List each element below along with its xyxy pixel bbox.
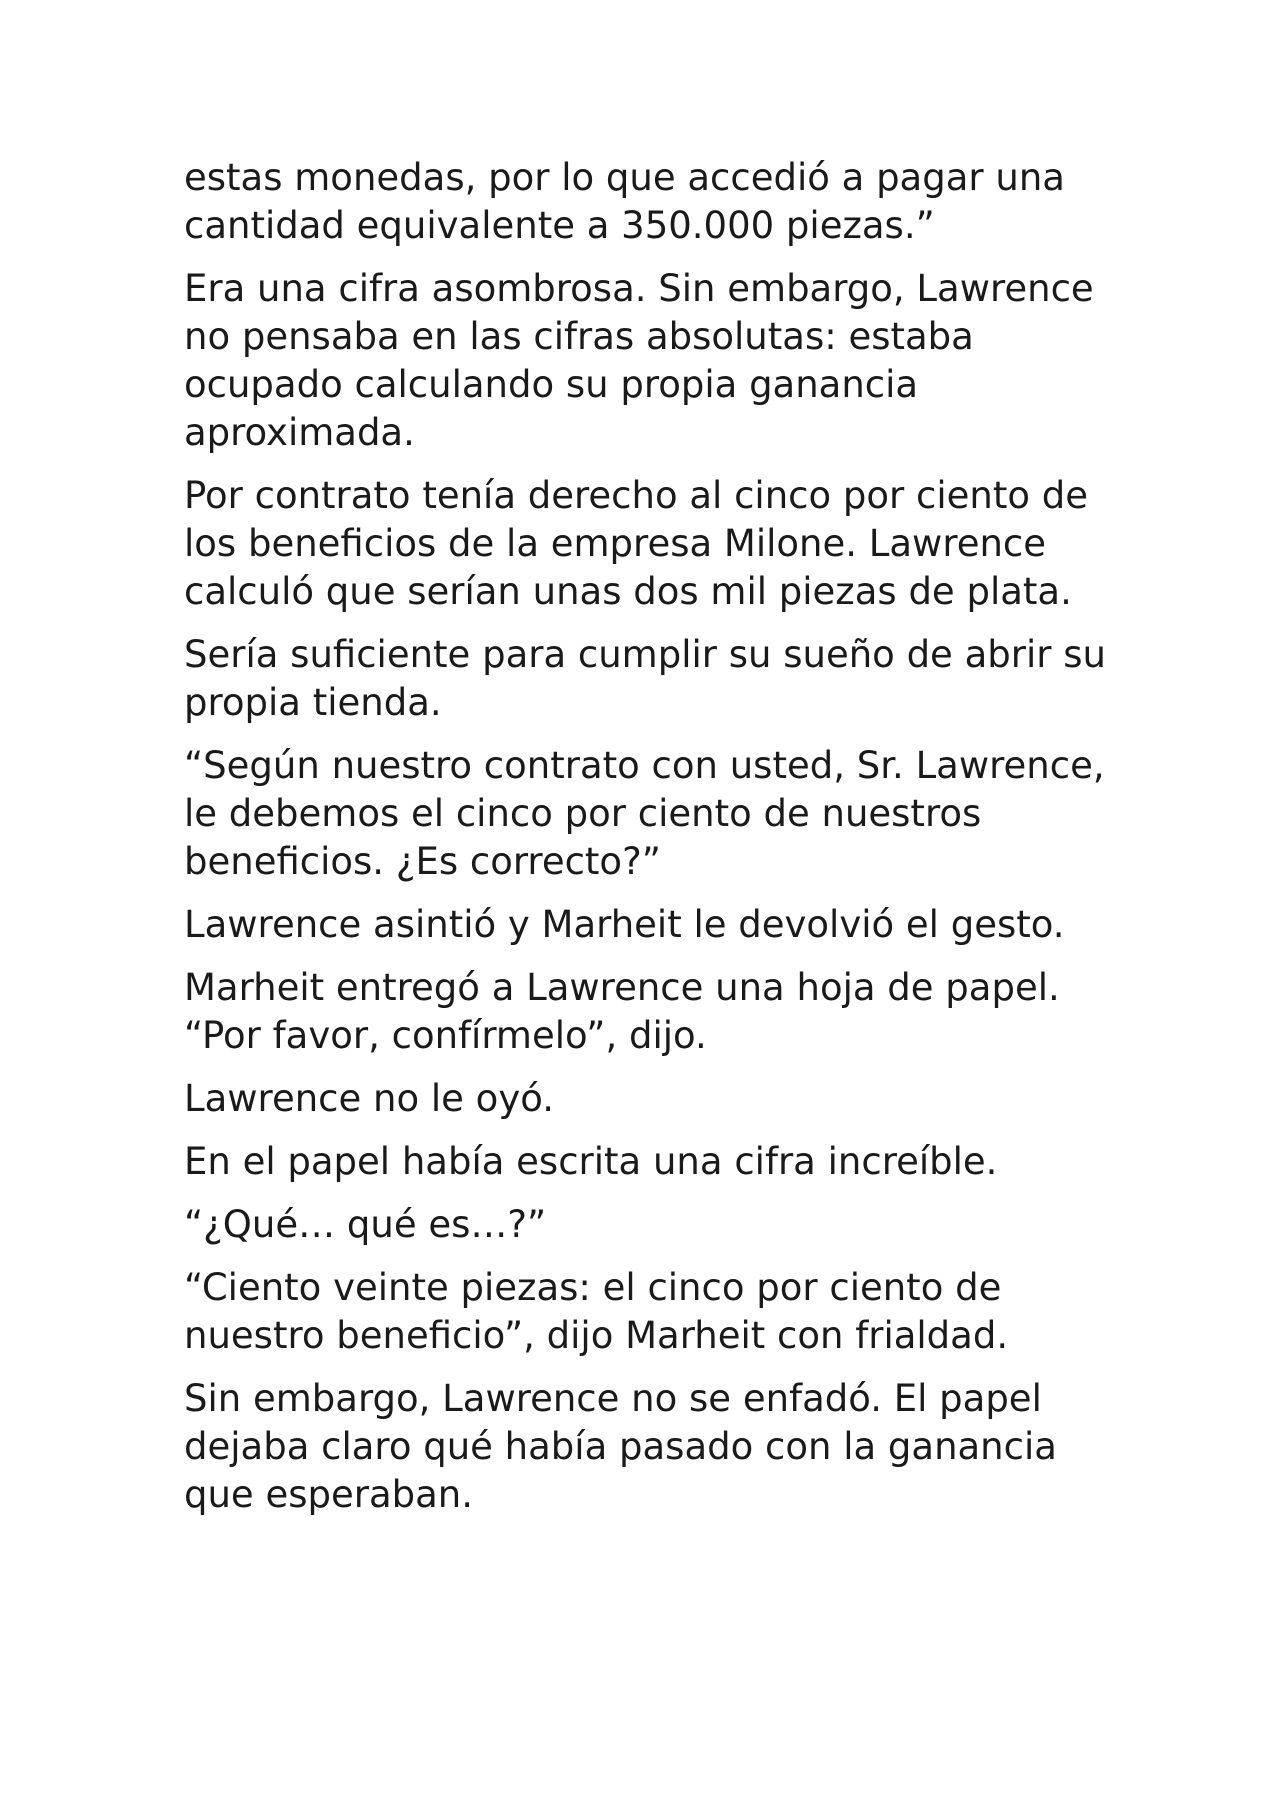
paragraph-3: Por contrato tenía derecho al cinco por ciento de los beneficios de la empresa Milone. Lawrence calculó que serían unas dos mil piezas de plata. <box>184 474 1088 613</box>
paragraph-9: En el papel había escrita una cifra increíble. <box>184 1140 998 1183</box>
paragraph-4: Sería suficiente para cumplir su sueño de abrir su propia tienda. <box>184 633 1106 724</box>
paragraph-6: Lawrence asintió y Marheit le devolvió el gesto. <box>184 903 1065 946</box>
body-text <box>184 154 1124 1534</box>
paragraph-12: Sin embargo, Lawrence no se enfadó. El papel dejaba claro qué había pasado con la ganancia que esperaban. <box>184 1377 1057 1516</box>
paragraph-10: “¿Qué… qué es…?” <box>184 1203 547 1246</box>
paragraph-5: “Según nuestro contrato con usted, Sr. Lawrence, le debemos el cinco por ciento de nuestros beneficios. ¿Es correcto?” <box>184 744 1105 883</box>
paragraph-7: Marheit entregó a Lawrence una hoja de papel. “Por favor, confírmelo”, dijo. <box>184 966 1060 1057</box>
paragraph-11: “Ciento veinte piezas: el cinco por ciento de nuestro beneficio”, dijo Marheit con frialdad. <box>184 1266 1009 1357</box>
paragraph-1: estas monedas, por lo que accedió a pagar una cantidad equivalente a 350.000 piezas.” <box>184 156 1065 247</box>
paragraph-2: Era una cifra asombrosa. Sin embargo, Lawrence no pensaba en las cifras absolutas: estaba ocupado calculando su propia ganancia aproximada. <box>184 267 1094 454</box>
paragraph-8: Lawrence no le oyó. <box>184 1077 554 1120</box>
